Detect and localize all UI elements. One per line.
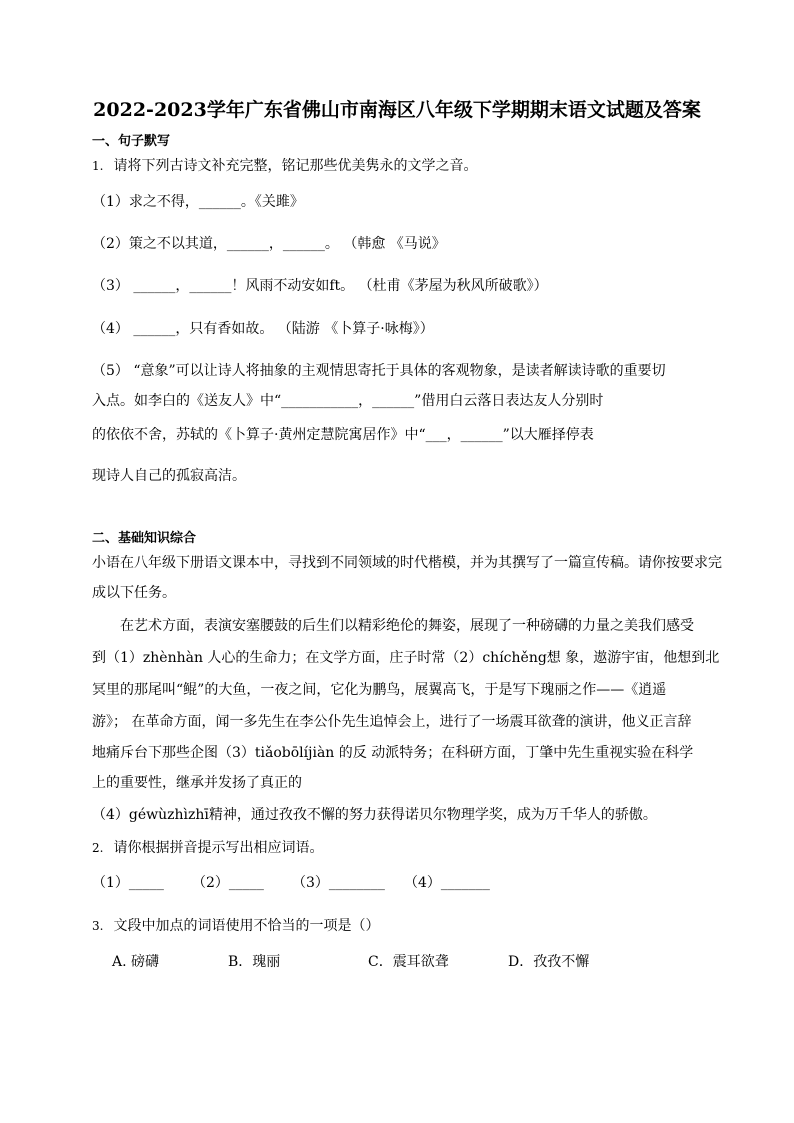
passage-line: 游》； 在革命方面，闻一多先生在李公仆先生追悼会上，进行了一场震耳欲聋的演讲，他义正言辞 [92, 714, 692, 730]
passage-line: 冥里的那尾叫“鲲”的大鱼，一夜之间，它化为鹏鸟，展翼高飞，于是写下瑰丽之作——《逍遥 [92, 682, 667, 698]
question-number: 3. [92, 919, 104, 933]
passage-line: （4）géwùzhìzhī精神，通过孜孜不懈的努力获得诺贝尔物理学奖，成为万千华人的骄傲。 [92, 807, 657, 823]
dictation-item-3: （3） ______，______！风雨不动安如ft。 （杜甫《茅屋为秋风所破歌》） [92, 278, 548, 294]
dictation-item-1: （1）求之不得，______。《关雎》 [92, 194, 304, 210]
question-2 [92, 839, 323, 857]
section-heading-sentence-dictation: 一、句子默写 [92, 134, 171, 149]
question-3 [92, 917, 379, 935]
dictation-item-4: （4） ______，只有香如故。 （陆游 《卜算子·咏梅》） [92, 321, 434, 337]
dictation-item-2: （2）策之不以其道，______，______。 （韩愈 《马说》 [92, 236, 446, 252]
answer-blank-1: （1）_____ [92, 875, 164, 891]
answer-blank-2: （2）_____ [192, 875, 264, 891]
passage-line: 地痛斥台下那些企图（3）tiǎobōlíjiàn 的反 动派特务；在科研方面，丁肇中先生重视实验在科学 [92, 745, 694, 761]
option-b: B．瑰丽 [228, 954, 281, 970]
passage-line: 上的重要性，继承并发扬了真正的 [92, 775, 302, 791]
intro-line: 成以下任务。 [92, 585, 176, 601]
answer-blank-4: （4）_______ [404, 875, 490, 891]
section-heading-basic-knowledge: 二、基础知识综合 [92, 531, 197, 546]
question-1 [92, 157, 477, 175]
intro-line: 小语在八年级下册语文课本中，寻找到不同领域的时代楷模，并为其撰写了一篇宣传稿。请你按要求完 [92, 555, 722, 571]
answer-blank-3: （3）________ [292, 875, 385, 891]
question-text: 请你根据拼音提示写出相应词语。 [113, 840, 324, 856]
document-title: 2022-2023学年广东省佛山市南海区八年级下学期期末语文试题及答案 [93, 99, 701, 121]
passage-line: 到（1）zhènhàn 人心的生命力；在文学方面，庄子时常（2）chíchěng想 象，遨游宇宙，他想到北 [92, 650, 720, 666]
question-number: 2. [92, 841, 104, 855]
question-text: 文段中加点的词语使用不恰当的一项是（） [113, 918, 380, 934]
option-d: D．孜孜不懈 [508, 954, 590, 970]
option-c: C．震耳欲聋 [368, 954, 449, 970]
dictation-item-5-line: 的依依不舍，苏轼的《卜算子·黄州定慧院寓居作》中“___，______”以大雁择停表 [92, 427, 594, 443]
option-a: A. 磅礴 [112, 954, 160, 970]
dictation-item-5-line: 现诗人自己的孤寂高洁。 [92, 468, 246, 484]
passage-line: 在艺术方面，表演安塞腰鼓的后生们以精彩绝伦的舞姿，展现了一种磅礴的力量之美我们感受 [120, 618, 694, 634]
dictation-item-5-line: 入点。如李白的《送友人》中“___________，______”借用白云落日表达友人分别时 [92, 393, 604, 409]
question-text: 请将下列古诗文补充完整，铭记那些优美隽永的文学之音。 [113, 158, 478, 174]
question-number: 1. [92, 159, 104, 173]
dictation-item-5-line: （5） “意象”可以让诗人将抽象的主观情思寄托于具体的客观物象，是读者解读诗歌的重要切 [92, 363, 666, 379]
